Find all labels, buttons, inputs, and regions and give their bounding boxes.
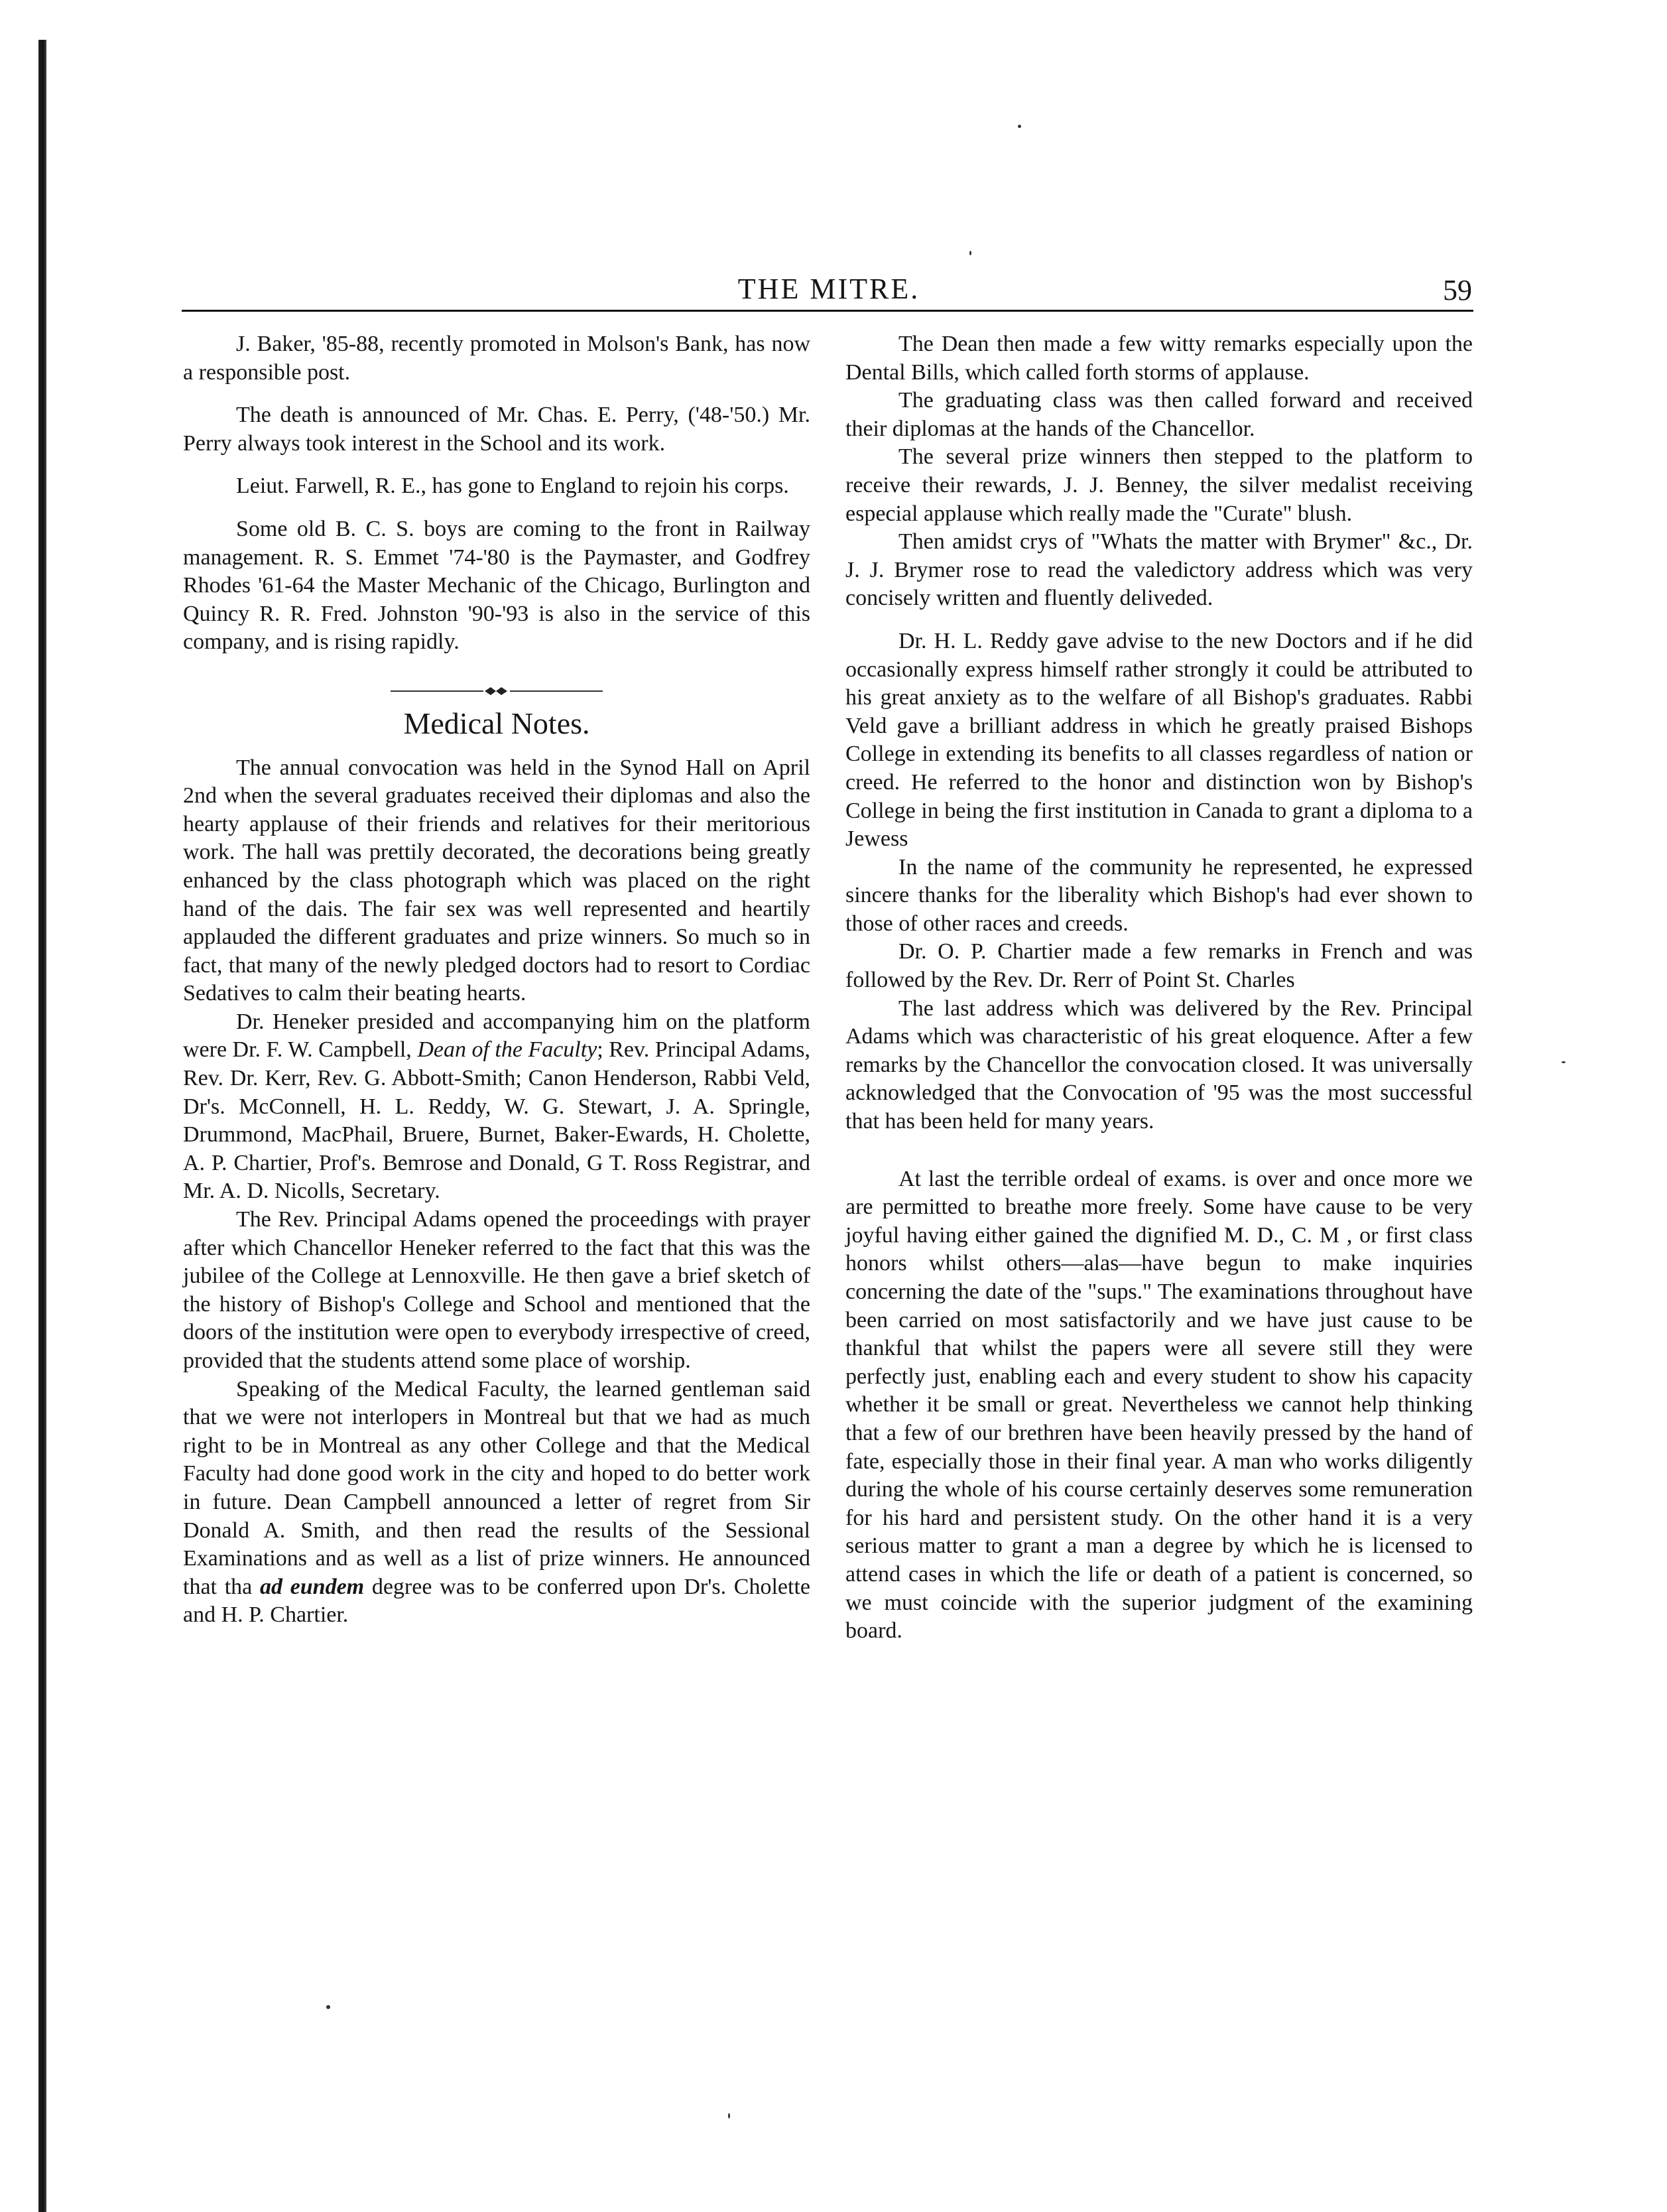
article-paragraph: Then amidst crys of "Whats the matter with Brymer" &c., Dr. J. J. Brymer rose to read the valedictory address which was very concisely written and fluently deliveded. xyxy=(845,529,1473,611)
article-paragraph: The last address which was delivered by the Rev. Principal Adams which was characteristic of his great eloquence. After a few remarks by the Chancellor the convocation closed. It was universally acknowledged that the Convocation of '95 was the most successful that has been held for many years. xyxy=(845,996,1473,1134)
article-paragraph: The graduating class was then called forward and received their diplomas at the hands of the Chancellor. xyxy=(845,388,1473,441)
personal-note: Some old B. C. S. boys are coming to the front in Railway management. R. S. Emmet '74-'80 is the Paymaster, and Godfrey Rhodes '61-64 the Master Mechanic of the Chicago, Burlington and Quincy R. R. Fred. Johnston '90-'93 is also in the service of this company, and is rising rapidly. xyxy=(183,516,810,655)
article-paragraph: The several prize winners then stepped to the platform to receive their rewards, J. J. Benney, the silver medalist receiving especial applause which really made the "Curate" blush. xyxy=(845,444,1473,526)
article-paragraph: Dr. Heneker presided and accompanying him on the platform were Dr. F. W. Campbell, Dean of the Faculty; Rev. Principal Adams, Rev. Dr. Kerr, Rev. G. Abbott-Smith; Canon Henderson, Rabbi Veld, Dr's. McConnell, H. L. Reddy, W. G. Stewart, J. A. Springle, Drummond, MacPhail, Bruere, Burnet, Baker-Ewards, H. Cholette, A. P. Chartier, Prof's. Bemrose and Donald, G T. Ross Registrar, and Mr. A. D. Nicolls, Secretary. xyxy=(183,1009,811,1204)
right-column xyxy=(845,330,1473,1646)
personal-note: Leiut. Farwell, R. E., has gone to England to rejoin his corps. xyxy=(236,474,789,499)
header-rule xyxy=(182,310,1473,312)
section-heading: Medical Notes. xyxy=(403,706,590,740)
closing-paragraph: At last the terrible ordeal of exams. is over and once more we are permitted to breathe more freely. Some have cause to be very joyful having either gained the dignified M. D., C. M , or first class honors whilst others—alas—have begun to make inquiries concerning the date of the "sups." The examinations throughout have been carried on most satisfactorily and we have just cause to be thankful that whilst the papers were all severe still they were perfectly just, enabling each and every student to show his capacity whether it be small or great. Nevertheless we cannot help thinking that a few of our brethren have been heavily pressed by the hand of fate, especially those in their final year. A man who works diligently during the whole of his course certainly deserves some remuneration for his hard and persistent study. On the other hand it is a very serious matter to grant a man a degree by which he is licensed to attend cases in which the life or death of a patient is concerned, so we must coincide with the superior judgment of the examining board. xyxy=(845,1166,1473,1644)
article-paragraph: In the name of the community he represented, he expressed sincere thanks for the liberality which Bishop's had ever shown to those of other races and creeds. xyxy=(845,854,1473,936)
print-speck xyxy=(1562,1061,1566,1063)
page-binding-edge xyxy=(38,40,46,2212)
print-speck xyxy=(1018,125,1021,128)
section-divider xyxy=(371,684,623,698)
personal-note: The death is announced of Mr. Chas. E. Perry, ('48-'50.) Mr. Perry always took interest in the School and its work. xyxy=(183,403,810,456)
page-header-title: THE MITRE. xyxy=(737,273,920,305)
divider-ornament-icon xyxy=(485,686,507,696)
article-paragraph: Speaking of the Medical Faculty, the learned gentleman said that we were not interlopers in Montreal but that we had as much right to be in Montreal as any other College and that the Medical Faculty had done good work in the city and hoped to do better work in future. Dean Campbell announced a letter of regret from Sir Donald A. Smith, and then read the results of the Sessional Examinations and as well as a list of prize winners. He announced that tha ad eundem degree was to be conferred upon Dr's. Cholette and H. P. Chartier. xyxy=(183,1376,810,1628)
print-speck xyxy=(326,2005,330,2009)
page-number: 59 xyxy=(1443,274,1472,306)
article-paragraph: The annual convocation was held in the Synod Hall on April 2nd when the several graduates received their diplomas and also the hearty applause of their friends and relatives for their meritorious work. The hall was prettily decorated, the decorations being greatly enhanced by the class photograph which was placed on the right hand of the dais. The fair sex was well represented and heartily applauded the different graduates and prize winners. So much so in fact, that many of the newly pledged doctors had to resort to Cordiac Sedatives to calm their beating hearts. xyxy=(183,755,810,1006)
article-paragraph: The Dean then made a few witty remarks especially upon the Dental Bills, which called forth storms of applause. xyxy=(845,332,1473,385)
personal-note: J. Baker, '85-88, recently promoted in Molson's Bank, has now a responsible post. xyxy=(183,332,810,385)
article-paragraph: Dr. H. L. Reddy gave advise to the new Doctors and if he did occasionally express himself rather strongly it could be attributed to his great anxiety as to the welfare of all Bishop's graduates. Rabbi Veld gave a brilliant address in which he greatly praised Bishops College in extending its benefits to all classes regardless of nation or creed. He referred to the honor and distinction won by Bishop's College in being the first institution in Canada to grant a diploma to a Jewess xyxy=(845,628,1473,852)
article-paragraph: Dr. O. P. Chartier made a few remarks in French and was followed by the Rev. Dr. Rerr of Point St. Charles xyxy=(845,939,1473,993)
article-paragraph: The Rev. Principal Adams opened the proceedings with prayer after which Chancellor Heneker referred to the fact that this was the jubilee of the College at Lennoxville. He then gave a brief sketch of the history of Bishop's College and School and mentioned that the doors of the institution were open to everybody irrespective of creed, provided that the students attend some place of worship. xyxy=(183,1207,810,1373)
left-column xyxy=(183,330,810,1630)
print-speck xyxy=(969,251,971,255)
print-speck xyxy=(728,2113,730,2118)
